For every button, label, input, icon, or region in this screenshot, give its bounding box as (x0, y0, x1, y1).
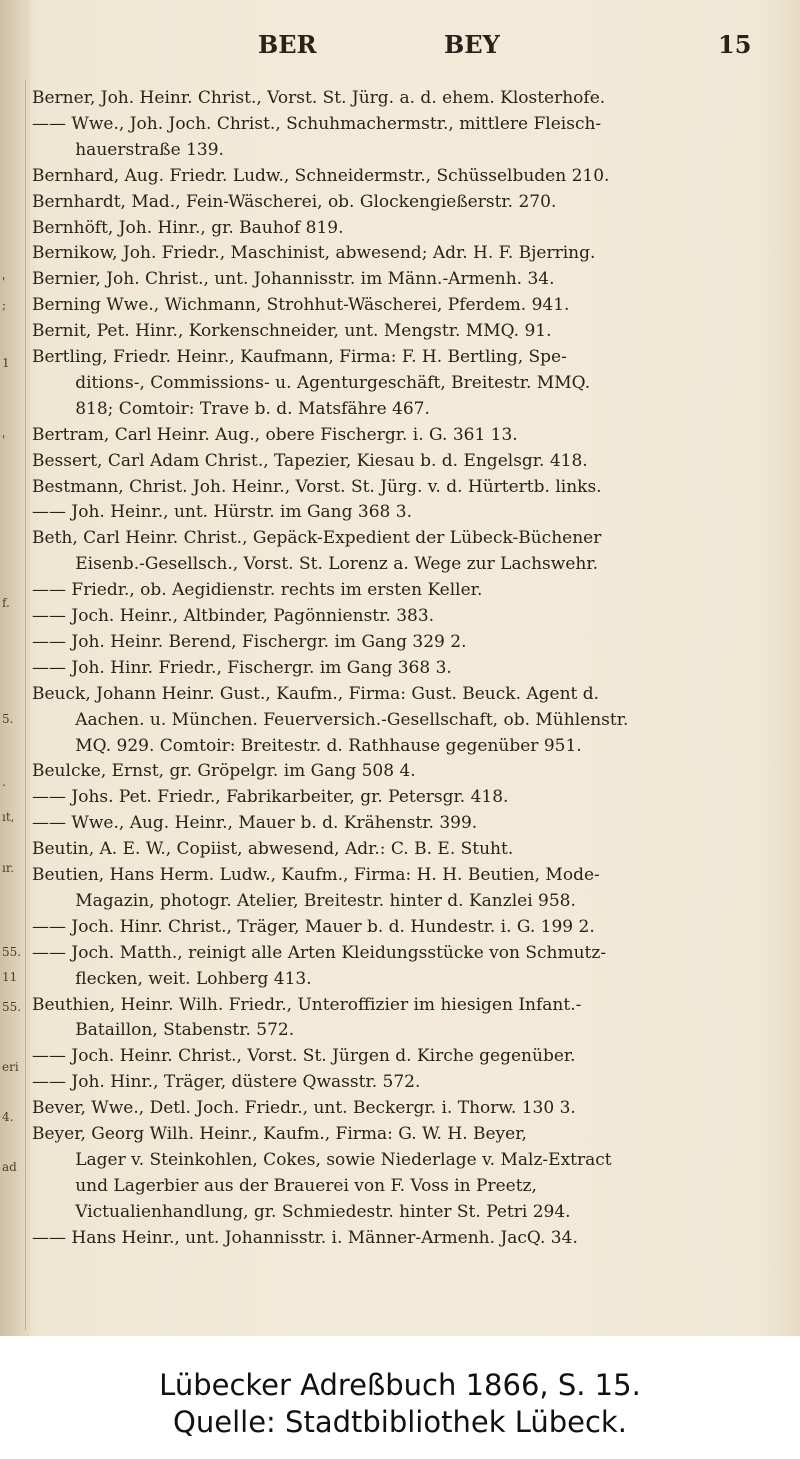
entry-line: —— Joch. Heinr. Christ., Vorst. St. Jürgen d. Kirche gegenüber. (32, 1046, 576, 1067)
margin-mark: ır. (2, 861, 15, 875)
entry-line: —— Wwe., Joh. Joch. Christ., Schuhmachermstr., mittlere Fleisch- (32, 113, 602, 134)
margin-mark: f. (2, 596, 10, 610)
page-number: 15 (718, 30, 752, 59)
margin-mark: ; (2, 298, 7, 312)
entry-line: —— Friedr., ob. Aegidienstr. rechts im ersten Keller. (32, 580, 483, 601)
caption-source: Quelle: Stadtbibliothek Lübeck. (173, 1405, 627, 1439)
entry-line: Beyer, Georg Wilh. Heinr., Kaufm., Firma: G. W. H. Beyer, (32, 1124, 527, 1144)
entry-line: —— Joch. Hinr. Christ., Träger, Mauer b. d. Hundestr. i. G. 199 2. (32, 916, 595, 937)
entry-line: Beth, Carl Heinr. Christ., Gepäck-Expedient der Lübeck-Büchener (32, 528, 602, 549)
entry-line: Beuthien, Heinr. Wilh. Friedr., Unteroffizier im hiesigen Infant.- (32, 994, 582, 1015)
header-center-word: BEY (444, 30, 500, 59)
entry-line: Bernier, Joh. Christ., unt. Johannisstr. im Männ.-Armenh. 34. (32, 269, 555, 290)
entry-line: MQ. 929. Comtoir: Breitestr. d. Rathhause gegenüber 951. (32, 735, 582, 756)
entry-line: Bertling, Friedr. Heinr., Kaufmann, Firma: F. H. Bertling, Spe- (32, 347, 567, 367)
entry-line: —— Joch. Matth., reinigt alle Arten Kleidungsstücke von Schmutz- (32, 942, 607, 963)
entry-line: —— Joh. Hinr. Friedr., Fischergr. im Gang 368 3. (32, 657, 452, 678)
entry-line: —— Hans Heinr., unt. Johannisstr. i. Männer-Armenh. JacQ. 34. (32, 1227, 578, 1248)
margin-mark: 55. (2, 945, 22, 959)
entry-line: Aachen. u. München. Feuerversich.-Gesellschaft, ob. Mühlenstr. (32, 709, 629, 730)
entry-line: und Lagerbier aus der Brauerei von F. Voss in Preetz, (32, 1175, 537, 1196)
entry-line: Beulcke, Ernst, gr. Gröpelgr. im Gang 508 4. (32, 761, 416, 782)
entry-line: Bataillon, Stabenstr. 572. (32, 1020, 295, 1041)
entry-line: ditions-, Commissions- u. Agenturgeschäft, Breitestr. MMQ. (32, 372, 591, 393)
entry-line: Bever, Wwe., Detl. Joch. Friedr., unt. Beckergr. i. Thorw. 130 3. (32, 1098, 576, 1119)
margin-mark: eri (2, 1060, 19, 1074)
margin-mark: 1 (2, 356, 10, 370)
entry-line: Eisenb.-Gesellsch., Vorst. St. Lorenz a. Wege zur Lachswehr. (32, 554, 599, 575)
margin-mark: 11 (2, 970, 18, 984)
margin-mark: ' (2, 433, 6, 447)
entry-line: Victualienhandlung, gr. Schmiedestr. hinter St. Petri 294. (32, 1201, 571, 1222)
entry-line: Lager v. Steinkohlen, Cokes, sowie Niederlage v. Malz-Extract (32, 1149, 612, 1170)
margin-mark: 55. (2, 1000, 22, 1014)
entry-line: Bestmann, Christ. Joh. Heinr., Vorst. St. Jürg. v. d. Hürtertb. links. (32, 476, 602, 497)
margin-mark: 4. (2, 1110, 14, 1124)
entry-line: —— Joh. Hinr., Träger, düstere Qwasstr. 572. (32, 1072, 421, 1093)
entry-line: Magazin, photogr. Atelier, Breitestr. hinter d. Kanzlei 958. (32, 890, 576, 911)
margin-mark: 5. (2, 712, 14, 726)
entry-line: Bernhardt, Mad., Fein-Wäscherei, ob. Glockengießerstr. 270. (32, 191, 557, 212)
entry-line: Bernhard, Aug. Friedr. Ludw., Schneidermstr., Schüsselbuden 210. (32, 165, 610, 186)
entry-line: Beutin, A. E. W., Copiist, abwesend, Adr.: C. B. E. Stuht. (32, 839, 514, 860)
entry-line: Bernit, Pet. Hinr., Korkenschneider, unt. Mengstr. MMQ. 91. (32, 321, 552, 342)
entry-line: 818; Comtoir: Trave b. d. Matsfähre 467. (32, 398, 430, 419)
entry-line: —— Joch. Heinr., Altbinder, Pagönnienstr. 383. (32, 606, 435, 626)
entry-line: flecken, weit. Lohberg 413. (32, 968, 312, 989)
margin-rule (25, 80, 26, 1330)
entry-line: Berner, Joh. Heinr. Christ., Vorst. St. Jürg. a. d. ehem. Klosterhofe. (32, 88, 606, 108)
entry-line: Bessert, Carl Adam Christ., Tapezier, Kiesau b. d. Engelsgr. 418. (32, 450, 588, 471)
entry-line: Beuck, Johann Heinr. Gust., Kaufm., Firma: Gust. Beuck. Agent d. (32, 683, 600, 704)
margin-mark: ad (2, 1160, 17, 1174)
caption-title: Lübecker Adreßbuch 1866, S. 15. (159, 1368, 641, 1402)
margin-mark: ıt, (2, 810, 15, 824)
entry-line: Bernikow, Joh. Friedr., Maschinist, abwesend; Adr. H. F. Bjerring. (32, 243, 596, 264)
entry-line: hauerstraße 139. (32, 139, 224, 160)
entry-line: Bertram, Carl Heinr. Aug., obere Fischergr. i. G. 361 13. (32, 424, 518, 445)
entry-line: —— Joh. Heinr., unt. Hürstr. im Gang 368 3. (32, 502, 412, 523)
margin-mark: ' (2, 275, 6, 289)
header-left-word: BER (258, 30, 317, 59)
entry-line: —— Wwe., Aug. Heinr., Mauer b. d. Krähenstr. 399. (32, 813, 478, 834)
entry-line: —— Joh. Heinr. Berend, Fischergr. im Gang 329 2. (32, 631, 467, 652)
margin-mark: . (2, 775, 6, 789)
entry-line: Bernhöft, Joh. Hinr., gr. Bauhof 819. (32, 217, 344, 238)
entry-line: Beutien, Hans Herm. Ludw., Kaufm., Firma: H. H. Beutien, Mode- (32, 865, 600, 885)
entry-line: Berning Wwe., Wichmann, Strohhut-Wäscherei, Pferdem. 941. (32, 295, 570, 316)
entry-line: —— Johs. Pet. Friedr., Fabrikarbeiter, gr. Petersgr. 418. (32, 787, 509, 808)
